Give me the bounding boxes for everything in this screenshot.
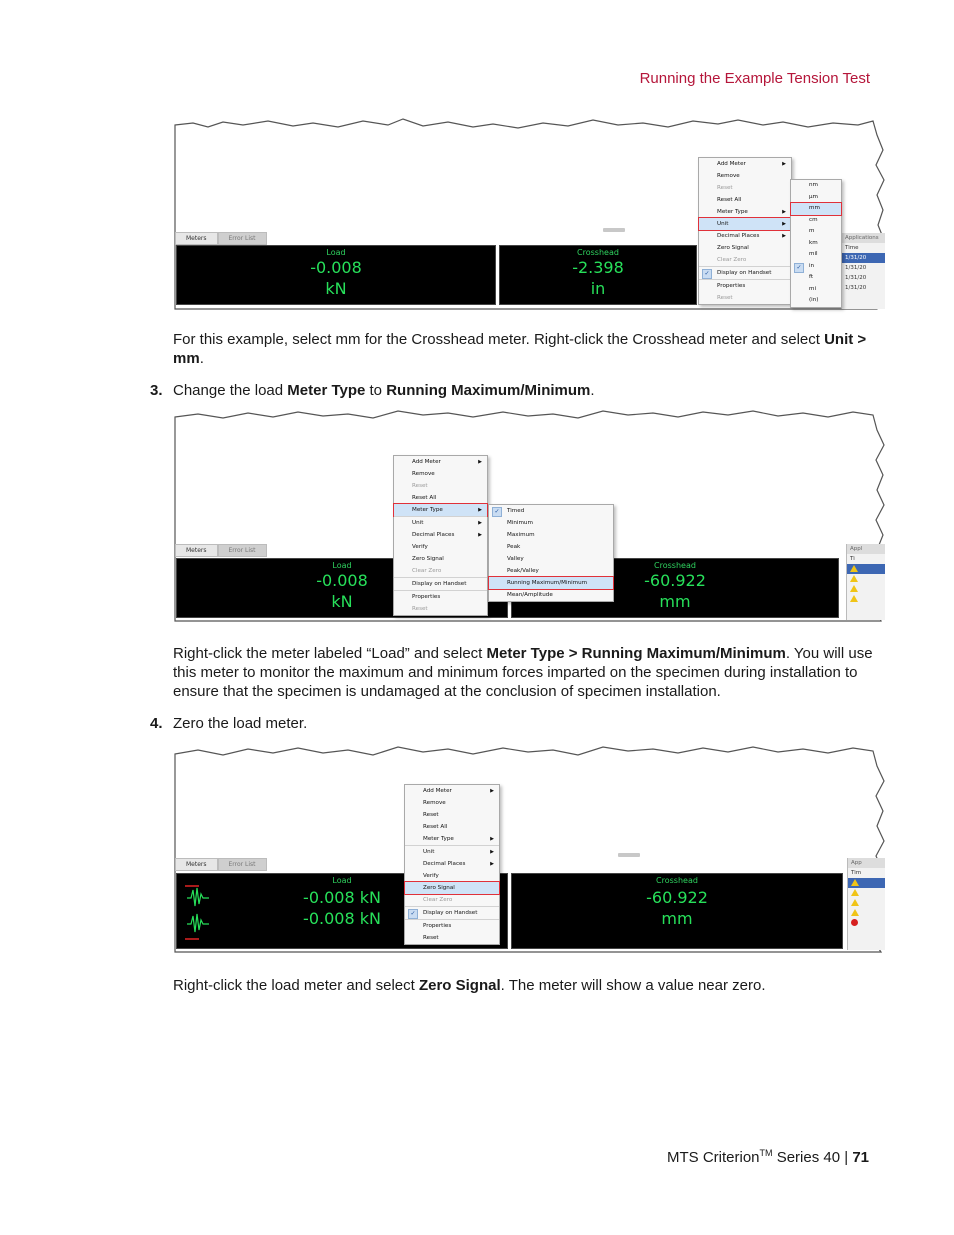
- step-bold: Running Maximum/Minimum: [386, 382, 591, 399]
- chevron-right-icon: ▶: [478, 532, 482, 538]
- meter-label: Crosshead: [656, 876, 698, 885]
- menu-item-reset[interactable]: [394, 480, 487, 492]
- list-item[interactable]: [848, 898, 885, 908]
- checkmark-icon: ✓: [794, 263, 804, 273]
- paragraph-bold: Meter Type > Running Maximum/Minimum: [486, 645, 786, 662]
- chevron-right-icon: ▶: [490, 849, 494, 855]
- warning-icon: [850, 575, 858, 582]
- menu-item-add-meter[interactable]: [405, 785, 499, 797]
- checkmark-icon: ✓: [702, 269, 712, 279]
- step-text: Change the load: [173, 382, 288, 399]
- chevron-right-icon: ▶: [478, 459, 482, 465]
- instruction-paragraph-1: [173, 330, 873, 368]
- meter-value-min: -0.008 kN: [303, 909, 381, 928]
- paragraph-text: . The meter will show a value near zero.: [500, 977, 766, 994]
- list-item[interactable]: [848, 878, 885, 888]
- tab-meters[interactable]: Meters: [175, 544, 218, 557]
- list-item[interactable]: 1/31/20: [845, 275, 867, 281]
- menu-item-label: Properties: [717, 283, 746, 289]
- menu-item-label: Meter Type: [423, 836, 454, 842]
- menu-item-label: Remove: [412, 471, 435, 477]
- tab-error-list[interactable]: Error List: [218, 858, 267, 871]
- meter-value-max: -0.008 kN: [303, 888, 381, 907]
- meter-unit: mm: [661, 909, 693, 928]
- menu-item-valley[interactable]: Valley: [507, 556, 524, 562]
- list-item[interactable]: [848, 908, 885, 918]
- chevron-right-icon: ▶: [782, 209, 786, 215]
- screenshot-unit-menu: [173, 115, 885, 315]
- crosshead-meter[interactable]: [511, 873, 843, 949]
- menu-item-label: Zero Signal: [423, 885, 455, 891]
- menu-item-reset-2[interactable]: [405, 932, 499, 944]
- meter-label: Crosshead: [577, 248, 619, 257]
- menu-item-label: Reset: [412, 606, 428, 612]
- step-text: .: [590, 382, 595, 399]
- warning-icon: [851, 909, 859, 916]
- menu-item-reset[interactable]: [405, 809, 499, 821]
- checkmark-icon: ✓: [408, 909, 418, 919]
- page-number: 71: [852, 1149, 869, 1166]
- list-item[interactable]: [847, 594, 885, 604]
- menu-item-m[interactable]: m: [809, 228, 815, 234]
- menu-item-label: Properties: [412, 594, 441, 600]
- menu-item-label: Unit: [717, 221, 729, 227]
- menu-item-label: Display on Handset: [412, 581, 467, 587]
- menu-item-timed[interactable]: [489, 505, 613, 517]
- warning-icon: [851, 899, 859, 906]
- menu-item-label: Timed: [507, 508, 525, 514]
- menu-item-zero-signal[interactable]: [394, 553, 487, 565]
- menu-item-unit[interactable]: [405, 845, 499, 858]
- menu-item-mi[interactable]: mi: [809, 285, 817, 292]
- menu-item-mil[interactable]: mil: [809, 251, 818, 257]
- menu-item-label: Decimal Places: [423, 861, 466, 867]
- step-text: to: [365, 382, 387, 399]
- menu-item-properties[interactable]: [394, 590, 487, 603]
- panel-splitter[interactable]: [618, 853, 640, 857]
- step-bold: Meter Type: [287, 382, 366, 399]
- menu-item-clear-zero[interactable]: [699, 254, 791, 266]
- menu-item-display-on-handset[interactable]: [405, 906, 499, 919]
- list-item[interactable]: 1/31/20: [842, 253, 885, 263]
- meter-type-submenu: [488, 504, 614, 602]
- menu-item-label: Reset: [412, 483, 428, 489]
- paragraph-text: .: [199, 350, 204, 367]
- menu-item-remove[interactable]: [699, 170, 791, 182]
- meter-unit: kN: [331, 592, 353, 611]
- list-item[interactable]: 1/31/20: [845, 285, 867, 291]
- meter-label: Crosshead: [654, 561, 696, 570]
- menu-item-um[interactable]: µm: [809, 193, 819, 200]
- menu-item-label: Add Meter: [412, 459, 441, 465]
- warning-icon: [850, 565, 858, 572]
- menu-item-clear-zero[interactable]: [394, 565, 487, 577]
- menu-item-verify[interactable]: [394, 541, 487, 553]
- meter-value: -60.922: [646, 888, 708, 907]
- meter-label: Load: [332, 876, 352, 885]
- menu-item-cm[interactable]: cm: [809, 216, 818, 223]
- menu-item-zero-signal[interactable]: [699, 242, 791, 254]
- list-item[interactable]: 1/31/20: [845, 265, 867, 271]
- meter-label: Load: [332, 561, 352, 570]
- running-head: Running the Example Tension Test: [639, 70, 870, 87]
- context-menu: [393, 455, 488, 616]
- warning-icon: [851, 889, 859, 896]
- warning-icon: [850, 585, 858, 592]
- menu-item-label: Clear Zero: [423, 897, 453, 903]
- menu-item-zero-signal[interactable]: [405, 882, 499, 894]
- menu-item-label: Reset: [717, 295, 733, 301]
- menu-item-display-on-handset[interactable]: [699, 266, 791, 279]
- time-column-header[interactable]: Ti: [850, 556, 855, 562]
- meters-tab-strip: [175, 858, 267, 869]
- chevron-right-icon: ▶: [490, 836, 494, 842]
- meter-unit: kN: [325, 279, 347, 298]
- instruction-paragraph-3: [173, 976, 873, 995]
- menu-item-meter-type[interactable]: [394, 504, 487, 516]
- menu-item-meter-type[interactable]: [699, 206, 791, 218]
- menu-item-add-meter[interactable]: [699, 158, 791, 170]
- applications-header: Applications: [842, 233, 885, 243]
- menu-item-label: Decimal Places: [412, 532, 455, 538]
- menu-item-label: Zero Signal: [717, 245, 749, 251]
- trademark: TM: [759, 1148, 773, 1158]
- time-column-header[interactable]: Time: [845, 245, 859, 251]
- menu-item-remove[interactable]: [394, 468, 487, 480]
- applications-panel: [847, 858, 885, 950]
- menu-item-label: Reset: [423, 935, 439, 941]
- warning-icon: [851, 879, 859, 886]
- tab-meters[interactable]: Meters: [175, 858, 218, 871]
- time-column-header[interactable]: Tim: [851, 870, 862, 876]
- menu-item-minimum[interactable]: Minimum: [507, 520, 533, 526]
- menu-item-unit[interactable]: [699, 218, 791, 230]
- error-icon: [851, 919, 858, 926]
- list-item[interactable]: [848, 888, 885, 898]
- menu-item-label: Reset: [423, 812, 439, 818]
- menu-item-km[interactable]: km: [809, 239, 818, 246]
- menu-item-label: Reset All: [412, 495, 437, 501]
- step-number: 4.: [150, 715, 163, 732]
- menu-item-peak-valley[interactable]: Peak/Valley: [507, 568, 539, 574]
- menu-item-mean-amplitude[interactable]: Mean/Amplitude: [507, 592, 553, 598]
- list-item[interactable]: [847, 584, 885, 594]
- menu-item-reset-all[interactable]: [405, 821, 499, 833]
- menu-item-unit[interactable]: [394, 516, 487, 529]
- applications-panel: [846, 544, 885, 620]
- meter-value: -0.008: [310, 258, 362, 277]
- list-item[interactable]: [848, 918, 885, 928]
- chevron-right-icon: ▶: [782, 233, 786, 239]
- menu-item-nm[interactable]: nm: [809, 182, 818, 188]
- chevron-right-icon: ▶: [478, 507, 482, 513]
- menu-item-reset-all[interactable]: [394, 492, 487, 504]
- meter-label: Load: [326, 248, 346, 257]
- tab-meters[interactable]: Meters: [175, 232, 218, 245]
- paragraph-bold: Unit > mm: [173, 331, 867, 367]
- step-4: [150, 714, 307, 733]
- context-menu: [404, 784, 500, 945]
- meter-value: -0.008: [316, 571, 368, 590]
- menu-item-reset-2[interactable]: [394, 603, 487, 615]
- step-text: Zero the load meter.: [173, 715, 308, 732]
- load-meter[interactable]: [176, 245, 496, 305]
- menu-item-verify[interactable]: [405, 870, 499, 882]
- meters-tab-strip: [175, 544, 267, 555]
- menu-item-label: Meter Type: [717, 209, 748, 215]
- meter-unit: in: [590, 279, 606, 298]
- menu-item-reset-all[interactable]: [699, 194, 791, 206]
- menu-item-label: Verify: [412, 544, 428, 550]
- meter-value: -2.398: [572, 258, 624, 277]
- screenshot-zero-signal-menu: [173, 740, 885, 958]
- menu-item-label: Meter Type: [412, 507, 443, 513]
- menu-item-properties[interactable]: [699, 279, 791, 292]
- checkmark-icon: ✓: [492, 507, 502, 517]
- menu-item-remove[interactable]: [405, 797, 499, 809]
- footer-series: Series 40 |: [772, 1149, 853, 1166]
- chevron-right-icon: ▶: [490, 788, 494, 794]
- menu-item-label: Unit: [423, 849, 435, 855]
- menu-item-label: Reset All: [717, 197, 742, 203]
- menu-item-label: Clear Zero: [412, 568, 442, 574]
- menu-item-label: Decimal Places: [717, 233, 760, 239]
- paragraph-bold: Zero Signal: [418, 977, 501, 994]
- menu-item-label: Verify: [423, 873, 439, 879]
- menu-item-label: Display on Handset: [423, 910, 478, 916]
- menu-item-label: in: [809, 262, 815, 269]
- menu-item-label: Reset: [717, 185, 733, 191]
- menu-item-reset[interactable]: [699, 182, 791, 194]
- footer-product: MTS Criterion: [667, 1149, 760, 1166]
- menu-item-label: Add Meter: [423, 788, 452, 794]
- menu-item-reset-2[interactable]: [699, 292, 791, 304]
- tab-error-list[interactable]: Error List: [218, 232, 267, 245]
- step-3: [150, 381, 595, 400]
- screenshot-meter-type-menu: [173, 405, 885, 627]
- menu-item-in[interactable]: [791, 261, 841, 273]
- context-menu: [698, 157, 792, 305]
- menu-item-display-on-handset[interactable]: [394, 577, 487, 590]
- menu-item-label: Zero Signal: [412, 556, 444, 562]
- applications-panel: [841, 233, 885, 309]
- menu-item-properties[interactable]: [405, 919, 499, 932]
- menu-item-ft[interactable]: ft: [809, 274, 814, 280]
- menu-item-mm[interactable]: mm: [791, 203, 841, 215]
- instruction-paragraph-2: [173, 644, 873, 701]
- list-item[interactable]: [847, 574, 885, 584]
- waveform-icon: [185, 884, 211, 942]
- paragraph-text: Right-click the load meter and select: [173, 977, 419, 994]
- applications-header: Appl: [847, 544, 885, 554]
- tab-error-list[interactable]: Error List: [218, 544, 267, 557]
- menu-item-decimal-places[interactable]: [405, 858, 499, 870]
- paragraph-text: . You will use this meter to monitor the maximum and minimum forces imparted on the specimen during installation to ensure that the specimen is undamaged at the conclusion of specimen installation.: [173, 645, 873, 700]
- chevron-right-icon: ▶: [782, 161, 786, 167]
- paragraph-text: Right-click the meter labeled “Load” and select: [173, 645, 487, 662]
- menu-item-clear-zero[interactable]: [405, 894, 499, 906]
- menu-item-decimal-places[interactable]: [394, 529, 487, 541]
- menu-item-label: Display on Handset: [717, 270, 772, 276]
- menu-item-label: Add Meter: [717, 161, 746, 167]
- menu-item-label: Remove: [717, 173, 740, 179]
- menu-item-add-meter[interactable]: [394, 456, 487, 468]
- menu-item-in-paren[interactable]: (in): [809, 297, 819, 303]
- menu-item-label: Properties: [423, 923, 452, 929]
- menu-item-decimal-places[interactable]: [699, 230, 791, 242]
- menu-item-peak[interactable]: Peak: [507, 544, 521, 550]
- chevron-right-icon: ▶: [490, 861, 494, 867]
- applications-header: App: [848, 858, 885, 868]
- menu-item-maximum[interactable]: Maximum: [507, 532, 535, 538]
- menu-item-label: Clear Zero: [717, 257, 747, 263]
- warning-icon: [850, 595, 858, 602]
- chevron-right-icon: ▶: [478, 520, 482, 526]
- menu-item-label: Reset All: [423, 824, 448, 830]
- meter-value: -60.922: [644, 571, 706, 590]
- crosshead-meter[interactable]: [499, 245, 697, 305]
- page-footer: [667, 1148, 869, 1166]
- paragraph-text: For this example, select mm for the Crosshead meter. Right-click the Crosshead meter and select: [173, 331, 825, 348]
- panel-splitter[interactable]: [603, 228, 625, 232]
- menu-item-running-max-min[interactable]: Running Maximum/Minimum: [489, 577, 613, 589]
- menu-item-meter-type[interactable]: [405, 833, 499, 845]
- menu-item-label: Unit: [412, 520, 424, 526]
- list-item[interactable]: [847, 564, 885, 574]
- unit-submenu: [790, 179, 842, 308]
- step-number: 3.: [150, 382, 163, 399]
- meters-tab-strip: [175, 232, 267, 243]
- meter-unit: mm: [659, 592, 691, 611]
- menu-item-label: Remove: [423, 800, 446, 806]
- chevron-right-icon: ▶: [782, 221, 786, 227]
